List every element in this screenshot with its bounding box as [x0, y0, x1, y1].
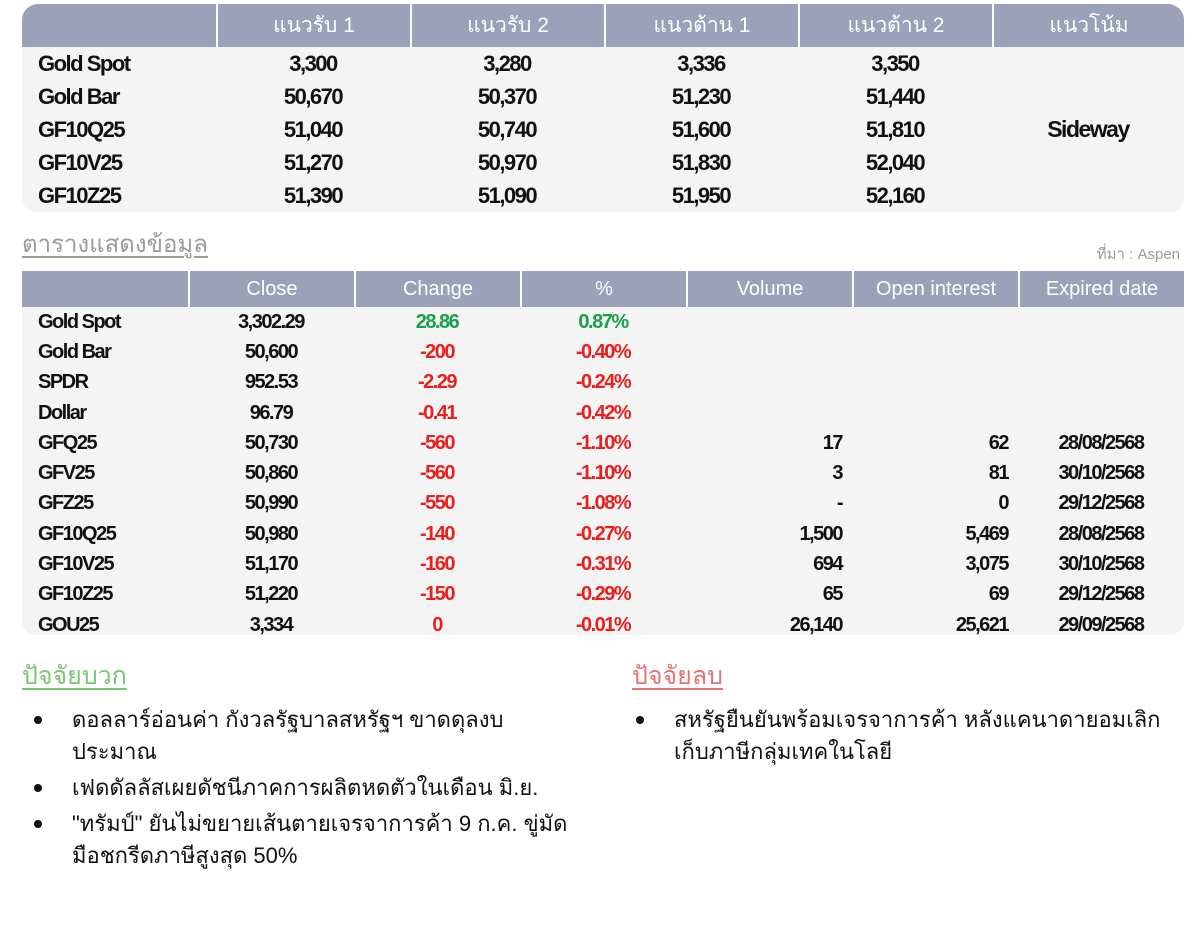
- percent-value: -0.29%: [575, 583, 631, 606]
- support-1: 51,270: [283, 149, 343, 175]
- expired-date-value: 30/10/2568: [1058, 553, 1144, 576]
- open-interest-value: [852, 398, 1018, 428]
- support-1: 50,670: [283, 83, 343, 109]
- percent-value: -1.10%: [575, 462, 631, 485]
- levels-table: [22, 4, 1184, 212]
- levels-header-support-1: แนวรับ 1: [216, 4, 410, 47]
- volume-value: [686, 307, 852, 337]
- row-name: Gold Bar: [38, 340, 111, 363]
- close-value: 3,334: [249, 613, 293, 635]
- expired-date-value: [1018, 398, 1184, 428]
- market-header-row: [22, 271, 1184, 307]
- change-value: 28.86: [415, 310, 459, 333]
- row-name: GF10Q25: [38, 116, 125, 142]
- table-row: [22, 398, 1184, 428]
- change-value: -560: [419, 431, 455, 454]
- change-value: 0: [432, 613, 442, 635]
- expired-date-value: 28/08/2568: [1058, 522, 1144, 545]
- open-interest-value: 0: [998, 492, 1008, 515]
- row-name: GF10V25: [38, 149, 122, 175]
- change-value: -550: [419, 492, 455, 515]
- row-name: GFQ25: [38, 431, 97, 454]
- open-interest-value: 3,075: [965, 553, 1008, 576]
- resistance-2: 3,350: [871, 50, 919, 76]
- percent-value: 0.87%: [578, 310, 628, 333]
- percent-value: -0.40%: [575, 340, 631, 363]
- volume-value: -: [836, 492, 842, 515]
- close-value: 952.53: [244, 371, 298, 394]
- volume-value: [686, 337, 852, 367]
- market-header-expired-date: Expired date: [1018, 271, 1184, 307]
- market-header-close: Close: [188, 271, 354, 307]
- percent-value: -0.42%: [575, 401, 631, 424]
- close-value: 50,600: [244, 340, 298, 363]
- table-row: [22, 458, 1184, 488]
- expired-date-value: 30/10/2568: [1058, 462, 1144, 485]
- row-name: GF10V25: [38, 553, 114, 576]
- change-value: -150: [419, 583, 455, 606]
- levels-header-row: [22, 4, 1184, 47]
- table-row: [22, 610, 1184, 635]
- levels-header-trend: แนวโน้ม: [992, 4, 1184, 47]
- market-header-open-interest: Open interest: [852, 271, 1018, 307]
- support-2: 3,280: [483, 50, 531, 76]
- volume-value: 17: [822, 431, 842, 454]
- list-item: สหรัฐยืนยันพร้อมเจรจาการค้า หลังแคนาดายอมเลิกเก็บภาษีกลุ่มเทคในโลยี: [632, 704, 1172, 768]
- expired-date-value: [1018, 337, 1184, 367]
- table-row: [22, 580, 1184, 610]
- market-table: [22, 271, 1184, 635]
- close-value: 50,990: [244, 492, 298, 515]
- percent-value: -0.31%: [575, 553, 631, 576]
- row-name: GFZ25: [38, 492, 93, 515]
- open-interest-value: [852, 307, 1018, 337]
- market-table-container: [22, 271, 1184, 635]
- percent-value: -0.24%: [575, 371, 631, 394]
- source-label: ที่มา : Aspen: [1096, 246, 1180, 263]
- open-interest-value: 25,621: [955, 613, 1008, 635]
- list-item: "ทรัมป์" ยันไม่ขยายเส้นตายเจรจาการค้า 9 ก.ค. ขู่มัดมือชกรีดภาษีสูงสุด 50%: [30, 808, 570, 872]
- change-value: -0.41: [417, 401, 457, 424]
- section-title: ตารางแสดงข้อมูล: [22, 231, 208, 258]
- open-interest-value: 5,469: [965, 522, 1008, 545]
- percent-value: -1.08%: [575, 492, 631, 515]
- change-value: -2.29: [417, 371, 457, 394]
- levels-header-name: [22, 4, 216, 47]
- expired-date-value: [1018, 307, 1184, 337]
- percent-value: -0.27%: [575, 522, 631, 545]
- row-name: Gold Spot: [38, 310, 121, 333]
- volume-value: 3: [832, 462, 842, 485]
- list-item: ดอลลาร์อ่อนค่า กังวลรัฐบาลสหรัฐฯ ขาดดุลงบประมาณ: [30, 704, 570, 768]
- row-name: GF10Q25: [38, 522, 116, 545]
- support-1: 51,040: [283, 116, 343, 142]
- support-1: 51,390: [283, 182, 343, 208]
- row-name: Dollar: [38, 401, 86, 424]
- resistance-1: 3,336: [677, 50, 725, 76]
- row-name: SPDR: [38, 371, 88, 394]
- market-header-name: [22, 271, 188, 307]
- row-name: Gold Bar: [38, 83, 119, 109]
- trend-value: Sideway: [1047, 116, 1129, 142]
- market-header-change: Change: [354, 271, 520, 307]
- resistance-2: 51,440: [865, 83, 925, 109]
- expired-date-value: 29/12/2568: [1058, 583, 1144, 606]
- resistance-1: 51,600: [671, 116, 731, 142]
- volume-value: 694: [813, 553, 842, 576]
- close-value: 50,980: [244, 522, 298, 545]
- close-value: 51,170: [244, 553, 298, 576]
- support-1: 3,300: [289, 50, 337, 76]
- resistance-2: 52,040: [865, 149, 925, 175]
- table-row: [22, 428, 1184, 458]
- levels-table-container: [22, 4, 1184, 212]
- row-name: GF10Z25: [38, 583, 112, 606]
- market-table-body: [22, 307, 1184, 635]
- volume-value: [686, 398, 852, 428]
- resistance-1: 51,830: [671, 149, 731, 175]
- open-interest-value: [852, 368, 1018, 398]
- open-interest-value: 62: [988, 431, 1008, 454]
- expired-date-value: 28/08/2568: [1058, 431, 1144, 454]
- support-2: 50,740: [477, 116, 537, 142]
- resistance-1: 51,950: [671, 182, 731, 208]
- percent-value: -0.01%: [575, 613, 631, 635]
- support-2: 50,370: [477, 83, 537, 109]
- support-2: 50,970: [477, 149, 537, 175]
- market-header-volume: Volume: [686, 271, 852, 307]
- table-row: [22, 337, 1184, 367]
- levels-header-resistance-2: แนวต้าน 2: [798, 4, 992, 47]
- positive-factors-list: [30, 704, 570, 876]
- close-value: 50,730: [244, 431, 298, 454]
- table-row: [22, 519, 1184, 549]
- open-interest-value: 69: [988, 583, 1008, 606]
- list-item: เฟดดัลลัสเผยดัชนีภาคการผลิตหดตัวในเดือน มิ.ย.: [30, 772, 570, 804]
- positive-factors-title: ปัจจัยบวก: [22, 662, 127, 690]
- row-name: GF10Z25: [38, 182, 121, 208]
- volume-value: 1,500: [799, 522, 842, 545]
- change-value: -560: [419, 462, 455, 485]
- resistance-2: 51,810: [865, 116, 925, 142]
- row-name: Gold Spot: [38, 50, 130, 76]
- change-value: -160: [419, 553, 455, 576]
- resistance-1: 51,230: [671, 83, 731, 109]
- resistance-2: 52,160: [865, 182, 925, 208]
- expired-date-value: 29/09/2568: [1058, 613, 1144, 635]
- table-row: [22, 307, 1184, 337]
- expired-date-value: [1018, 368, 1184, 398]
- negative-factors-list: [632, 704, 1172, 772]
- market-header-percent: %: [520, 271, 686, 307]
- levels-header-support-2: แนวรับ 2: [410, 4, 604, 47]
- change-value: -200: [419, 340, 455, 363]
- table-row: [22, 489, 1184, 519]
- close-value: 51,220: [244, 583, 298, 606]
- close-value: 3,302.29: [238, 310, 304, 333]
- negative-factors-title: ปัจจัยลบ: [632, 662, 724, 690]
- percent-value: -1.10%: [575, 431, 631, 454]
- table-row: [22, 549, 1184, 579]
- expired-date-value: 29/12/2568: [1058, 492, 1144, 515]
- change-value: -140: [419, 522, 455, 545]
- levels-header-resistance-1: แนวต้าน 1: [604, 4, 798, 47]
- open-interest-value: 81: [988, 462, 1008, 485]
- close-value: 50,860: [244, 462, 298, 485]
- table-row: [22, 368, 1184, 398]
- close-value: 96.79: [249, 401, 293, 424]
- support-2: 51,090: [477, 182, 537, 208]
- volume-value: 65: [822, 583, 842, 606]
- row-name: GFV25: [38, 462, 94, 485]
- table-row: [22, 47, 1184, 80]
- volume-value: 26,140: [789, 613, 842, 635]
- open-interest-value: [852, 337, 1018, 367]
- row-name: GOU25: [38, 613, 99, 635]
- volume-value: [686, 368, 852, 398]
